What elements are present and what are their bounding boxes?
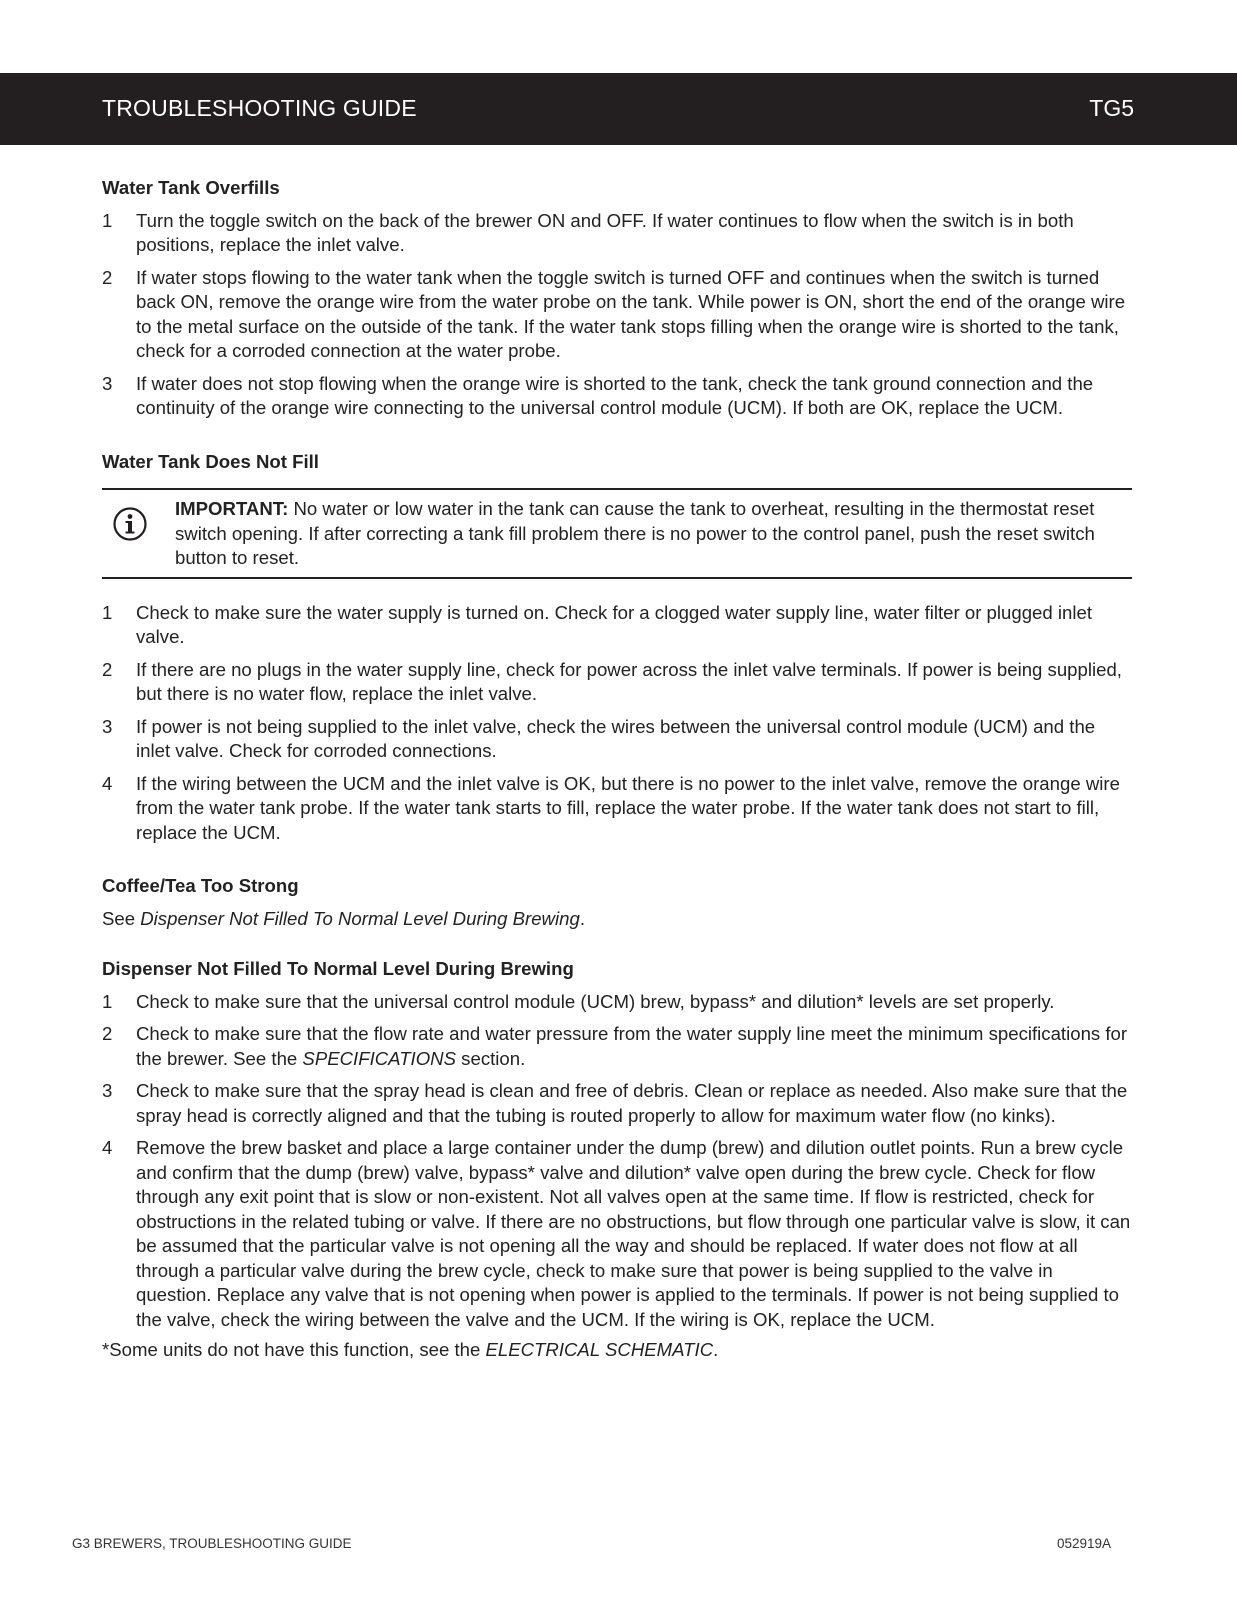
step-text: If there are no plugs in the water supply line, check for power across the inlet valve terminals. If power is being supplied, but there is no water flow, replace the inlet valve. [136, 658, 1122, 704]
see-reference [102, 907, 1132, 932]
step-number: 4 [102, 772, 113, 794]
important-label: IMPORTANT: [175, 498, 289, 519]
step-number: 3 [102, 1080, 113, 1101]
page-code: TG5 [1089, 95, 1134, 121]
step-number: 3 [102, 372, 113, 394]
footnote [102, 1338, 1132, 1363]
step-text: Check to make sure that the universal control module (UCM) brew, bypass* and dilution* levels are set properly. [136, 990, 1055, 1012]
step-number: 2 [102, 266, 113, 288]
step-number: 1 [102, 990, 113, 1012]
step-text: If power is not being supplied to the inlet valve, check the wires between the universal control module (UCM) and the inlet valve. Check for corroded connections. [136, 715, 1096, 761]
footnote-suffix: . [713, 1339, 719, 1360]
document-body [102, 176, 1132, 1392]
step-text: Remove the brew basket and place a large container under the dump (brew) and dilution outlet points. Run a brew cycle and confirm that the dump (brew) valve, bypass* valve and dilution* valve open during the brew cycle. Check for flow through any exit point that is slow or non-existent. Not all valves open at the same time. If flow is restricted, check for obstructions in the related tubing or valve. If there are no obstructions, but flow through one particular valve is slow, it can be assumed that the particular valve is not opening all the way and should be replaced. If water does not flow at all through a particular valve during the brew cycle, check to make sure that power is being supplied to the valve in question. Replace any valve that is not opening when power is applied to the terminals. If power is not being supplied to the valve, check the wiring between the valve and the UCM. If the wiring is OK, replace the UCM. [136, 1137, 1131, 1330]
step-number: 2 [102, 658, 113, 680]
list-item [102, 1136, 1132, 1332]
step-number: 2 [102, 1023, 113, 1044]
reference-link: SPECIFICATIONS [302, 1047, 457, 1069]
step-number: 3 [102, 715, 113, 737]
list-item [102, 266, 1132, 364]
step-text-end: section. [456, 1047, 526, 1069]
footer-document-code: 052919A [1056, 1536, 1111, 1551]
list-item [102, 372, 1132, 421]
reference-link: ELECTRICAL SCHEMATIC [485, 1339, 714, 1360]
section-dispenser-not-filled [102, 957, 1132, 1363]
section-title: Coffee/Tea Too Strong [102, 875, 299, 896]
footer-document-title: G3 BREWERS, TROUBLESHOOTING GUIDE [72, 1536, 352, 1551]
list-item [102, 715, 1132, 764]
section-title: Water Tank Does Not Fill [102, 450, 319, 472]
see-prefix: See [102, 907, 141, 929]
list-item [102, 1022, 1132, 1071]
step-text: Check to make sure that the flow rate and water pressure from the water supply line meet the minimum specifications for the brewer. See the [136, 1023, 1128, 1069]
page-title: TROUBLESHOOTING GUIDE [102, 95, 417, 121]
step-number: 4 [102, 1137, 113, 1158]
important-note [102, 488, 1132, 579]
see-suffix: . [579, 907, 585, 929]
list-item [102, 601, 1132, 650]
list-item [102, 658, 1132, 707]
step-text: If water stops flowing to the water tank when the toggle switch is turned OFF and continues when the switch is turned back ON, remove the orange wire from the water probe on the tank. While power is ON, short the end of the orange wire to the metal surface on the outside of the tank. If the water tank stops filling when the orange wire is shorted to the tank, check for a corroded connection at the water probe. [136, 266, 1126, 361]
important-text: No water or low water in the tank can cause the tank to overheat, resulting in the thermostat reset switch opening. If after correcting a tank fill problem there is no power to the control panel, push the reset switch button to reset. [175, 498, 1095, 568]
section-water-tank-does-not-fill [102, 450, 1132, 846]
step-text: Turn the toggle switch on the back of the brewer ON and OFF. If water continues to flow when the switch is in both positions, replace the inlet valve. [136, 209, 1074, 255]
steps-list [102, 601, 1132, 846]
steps-list [102, 209, 1132, 421]
section-coffee-tea-too-strong [102, 874, 1132, 931]
section-title: Water Tank Overfills [102, 177, 280, 198]
list-item [102, 990, 1132, 1015]
header-bar [0, 73, 1237, 145]
info-icon [113, 507, 147, 541]
step-text: If the wiring between the UCM and the inlet valve is OK, but there is no power to the inlet valve, remove the orange wire from the water tank probe. If the water tank starts to fill, replace the water probe. If the water tank does not start to fill, replace the UCM. [136, 772, 1120, 843]
step-number: 1 [102, 209, 113, 231]
step-text: Check to make sure that the spray head is clean and free of debris. Clean or replace as needed. Also make sure that the spray head is correctly aligned and that the tubing is routed properly to allow for maximum water flow (no kinks). [136, 1080, 1128, 1126]
section-water-tank-overfills [102, 176, 1132, 421]
step-number: 1 [102, 601, 113, 623]
footnote-text: *Some units do not have this function, see the [102, 1339, 486, 1360]
list-item [102, 1079, 1132, 1128]
step-text: Check to make sure the water supply is turned on. Check for a clogged water supply line, water filter or plugged inlet valve. [136, 601, 1093, 647]
reference-link: Dispenser Not Filled To Normal Level During Brewing [140, 907, 580, 929]
section-title: Dispenser Not Filled To Normal Level During Brewing [102, 958, 574, 979]
list-item [102, 209, 1132, 258]
steps-list [102, 990, 1132, 1333]
step-text: If water does not stop flowing when the orange wire is shorted to the tank, check the tank ground connection and the continuity of the orange wire connecting to the universal control module (UCM). If both are OK, replace the UCM. [136, 372, 1094, 418]
list-item [102, 772, 1132, 846]
